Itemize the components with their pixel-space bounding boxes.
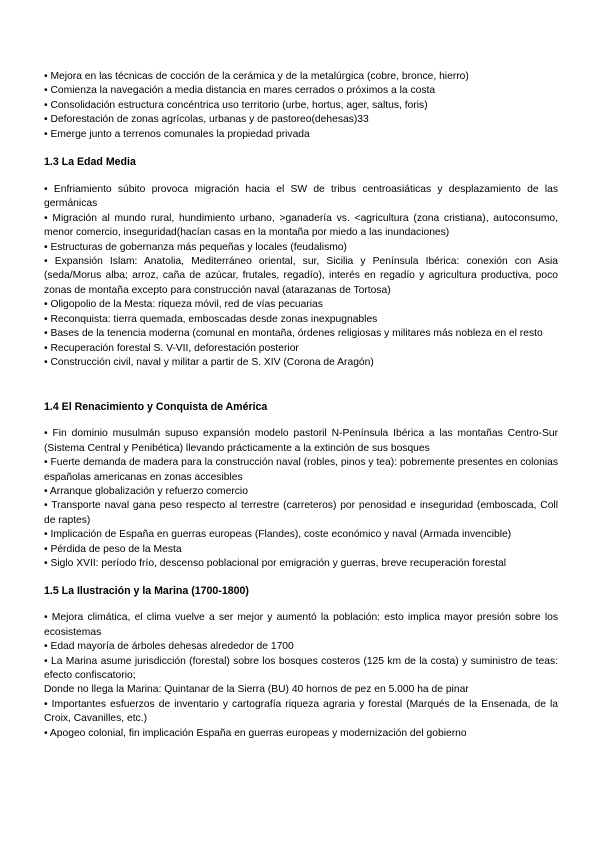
section-heading: 1.4 El Renacimiento y Conquista de América	[44, 401, 268, 414]
list-item: • Oligopolio de la Mesta: riqueza móvil, red de vías pecuarias	[44, 299, 323, 311]
list-item: • Pérdida de peso de la Mesta	[44, 543, 182, 555]
list-item: • Recuperación forestal S. V-VII, deforestación posterior	[44, 342, 299, 354]
intro-bullet-list	[44, 70, 558, 142]
list-item: • Bases de la tenencia moderna (comunal en montaña, órdenes religiosas y militares más nobleza en el resto	[44, 328, 543, 340]
list-item: • Expansión Islam: Anatolia, Mediterráneo oriental, sur, Sicilia y Península Ibérica: conexión con Asia (seda/Morus alba; arroz, caña de azúcar, frutales, regadío), interés en regadío y agricultura productiva, poco zonas de montaña excepto para construcción naval (atarazanas de Tortosa)	[44, 256, 558, 296]
list-item: • Transporte naval gana peso respecto al terrestre (carreteros) por penosidad e inseguridad (emboscada, Coll de raptes)	[44, 500, 558, 526]
list-item: • Siglo XVII: período frío, descenso poblacional por emigración y guerras, breve recuperación forestal	[44, 557, 507, 569]
section-heading: 1.5 La Ilustración y la Marina (1700-1800)	[44, 585, 249, 598]
list-item: Donde no llega la Marina: Quintanar de la Sierra (BU) 40 hornos de pez en 5.000 ha de pinar	[44, 684, 469, 696]
list-item: • Edad mayoría de árboles dehesas alrededor de 1700	[44, 641, 294, 653]
list-item: • Mejora climática, el clima vuelve a ser mejor y aumentó la población: esto implica mayor presión sobre los ecosistemas	[44, 612, 558, 638]
list-item: • Apogeo colonial, fin implicación España en guerras europeas y modernización del gobierno	[44, 727, 467, 739]
list-item: • Estructuras de gobernanza más pequeñas y locales (feudalismo)	[44, 241, 347, 253]
list-item: • Enfriamiento súbito provoca migración hacia el SW de tribus centroasiáticas y desplazamiento de las germánicas	[44, 184, 558, 210]
list-item: • Migración al mundo rural, hundimiento urbano, >ganadería vs. <agricultura (zona cristiana), autoconsumo, menor comercio, inseguridad(hacían casas en la montaña por miedo a las inundaciones)	[44, 212, 558, 239]
list-item: • Mejora en las técnicas de cocción de la cerámica y de la metalúrgica (cobre, bronce, hierro)	[44, 71, 469, 82]
list-item: • Construcción civil, naval y militar a partir de S. XIV (Corona de Aragón)	[44, 356, 374, 368]
section-renacimiento	[44, 400, 558, 571]
list-item: • Reconquista: tierra quemada, emboscadas desde zonas inexpugnables	[44, 313, 378, 325]
section-heading: 1.3 La Edad Media	[44, 156, 136, 169]
list-item: • Importantes esfuerzos de inventario y cartografía riqueza agraria y forestal (Marqués de la Ensenada, de la Croix, Cavanilles, etc.)	[44, 698, 558, 725]
section-edad-media	[44, 155, 558, 370]
list-item: • Arranque globalización y refuerzo comercio	[44, 485, 248, 497]
list-item: • Emerge junto a terrenos comunales la propiedad privada	[44, 128, 310, 140]
document-page	[44, 70, 558, 741]
list-item: • Fin dominio musulmán supuso expansión modelo pastoril N-Península Ibérica a las montañas Centro-Sur (Sistema Central y Penibética) llevando prácticamente a la extinción de sus bosques	[44, 428, 558, 454]
list-item: • Fuerte demanda de madera para la construcción naval (robles, pinos y tea): pobremente presentes en colonias españolas americanas en zonas accesibles	[44, 457, 558, 483]
section-ilustracion	[44, 584, 558, 741]
list-item: • La Marina asume jurisdicción (forestal) sobre los bosques costeros (125 km de la costa) y suministro de teas: efecto confiscatorio;	[44, 655, 558, 681]
list-item: • Consolidación estructura concéntrica uso territorio (urbe, hortus, ager, saltus, foris)	[44, 99, 428, 111]
list-item: • Comienza la navegación a media distancia en mares cerrados o próximos a la costa	[44, 85, 436, 97]
list-item: • Implicación de España en guerras europeas (Flandes), coste económico y naval (Armada invencible)	[44, 529, 512, 541]
list-item: • Deforestación de zonas agrícolas, urbanas y de pastoreo(dehesas)33	[44, 114, 369, 126]
